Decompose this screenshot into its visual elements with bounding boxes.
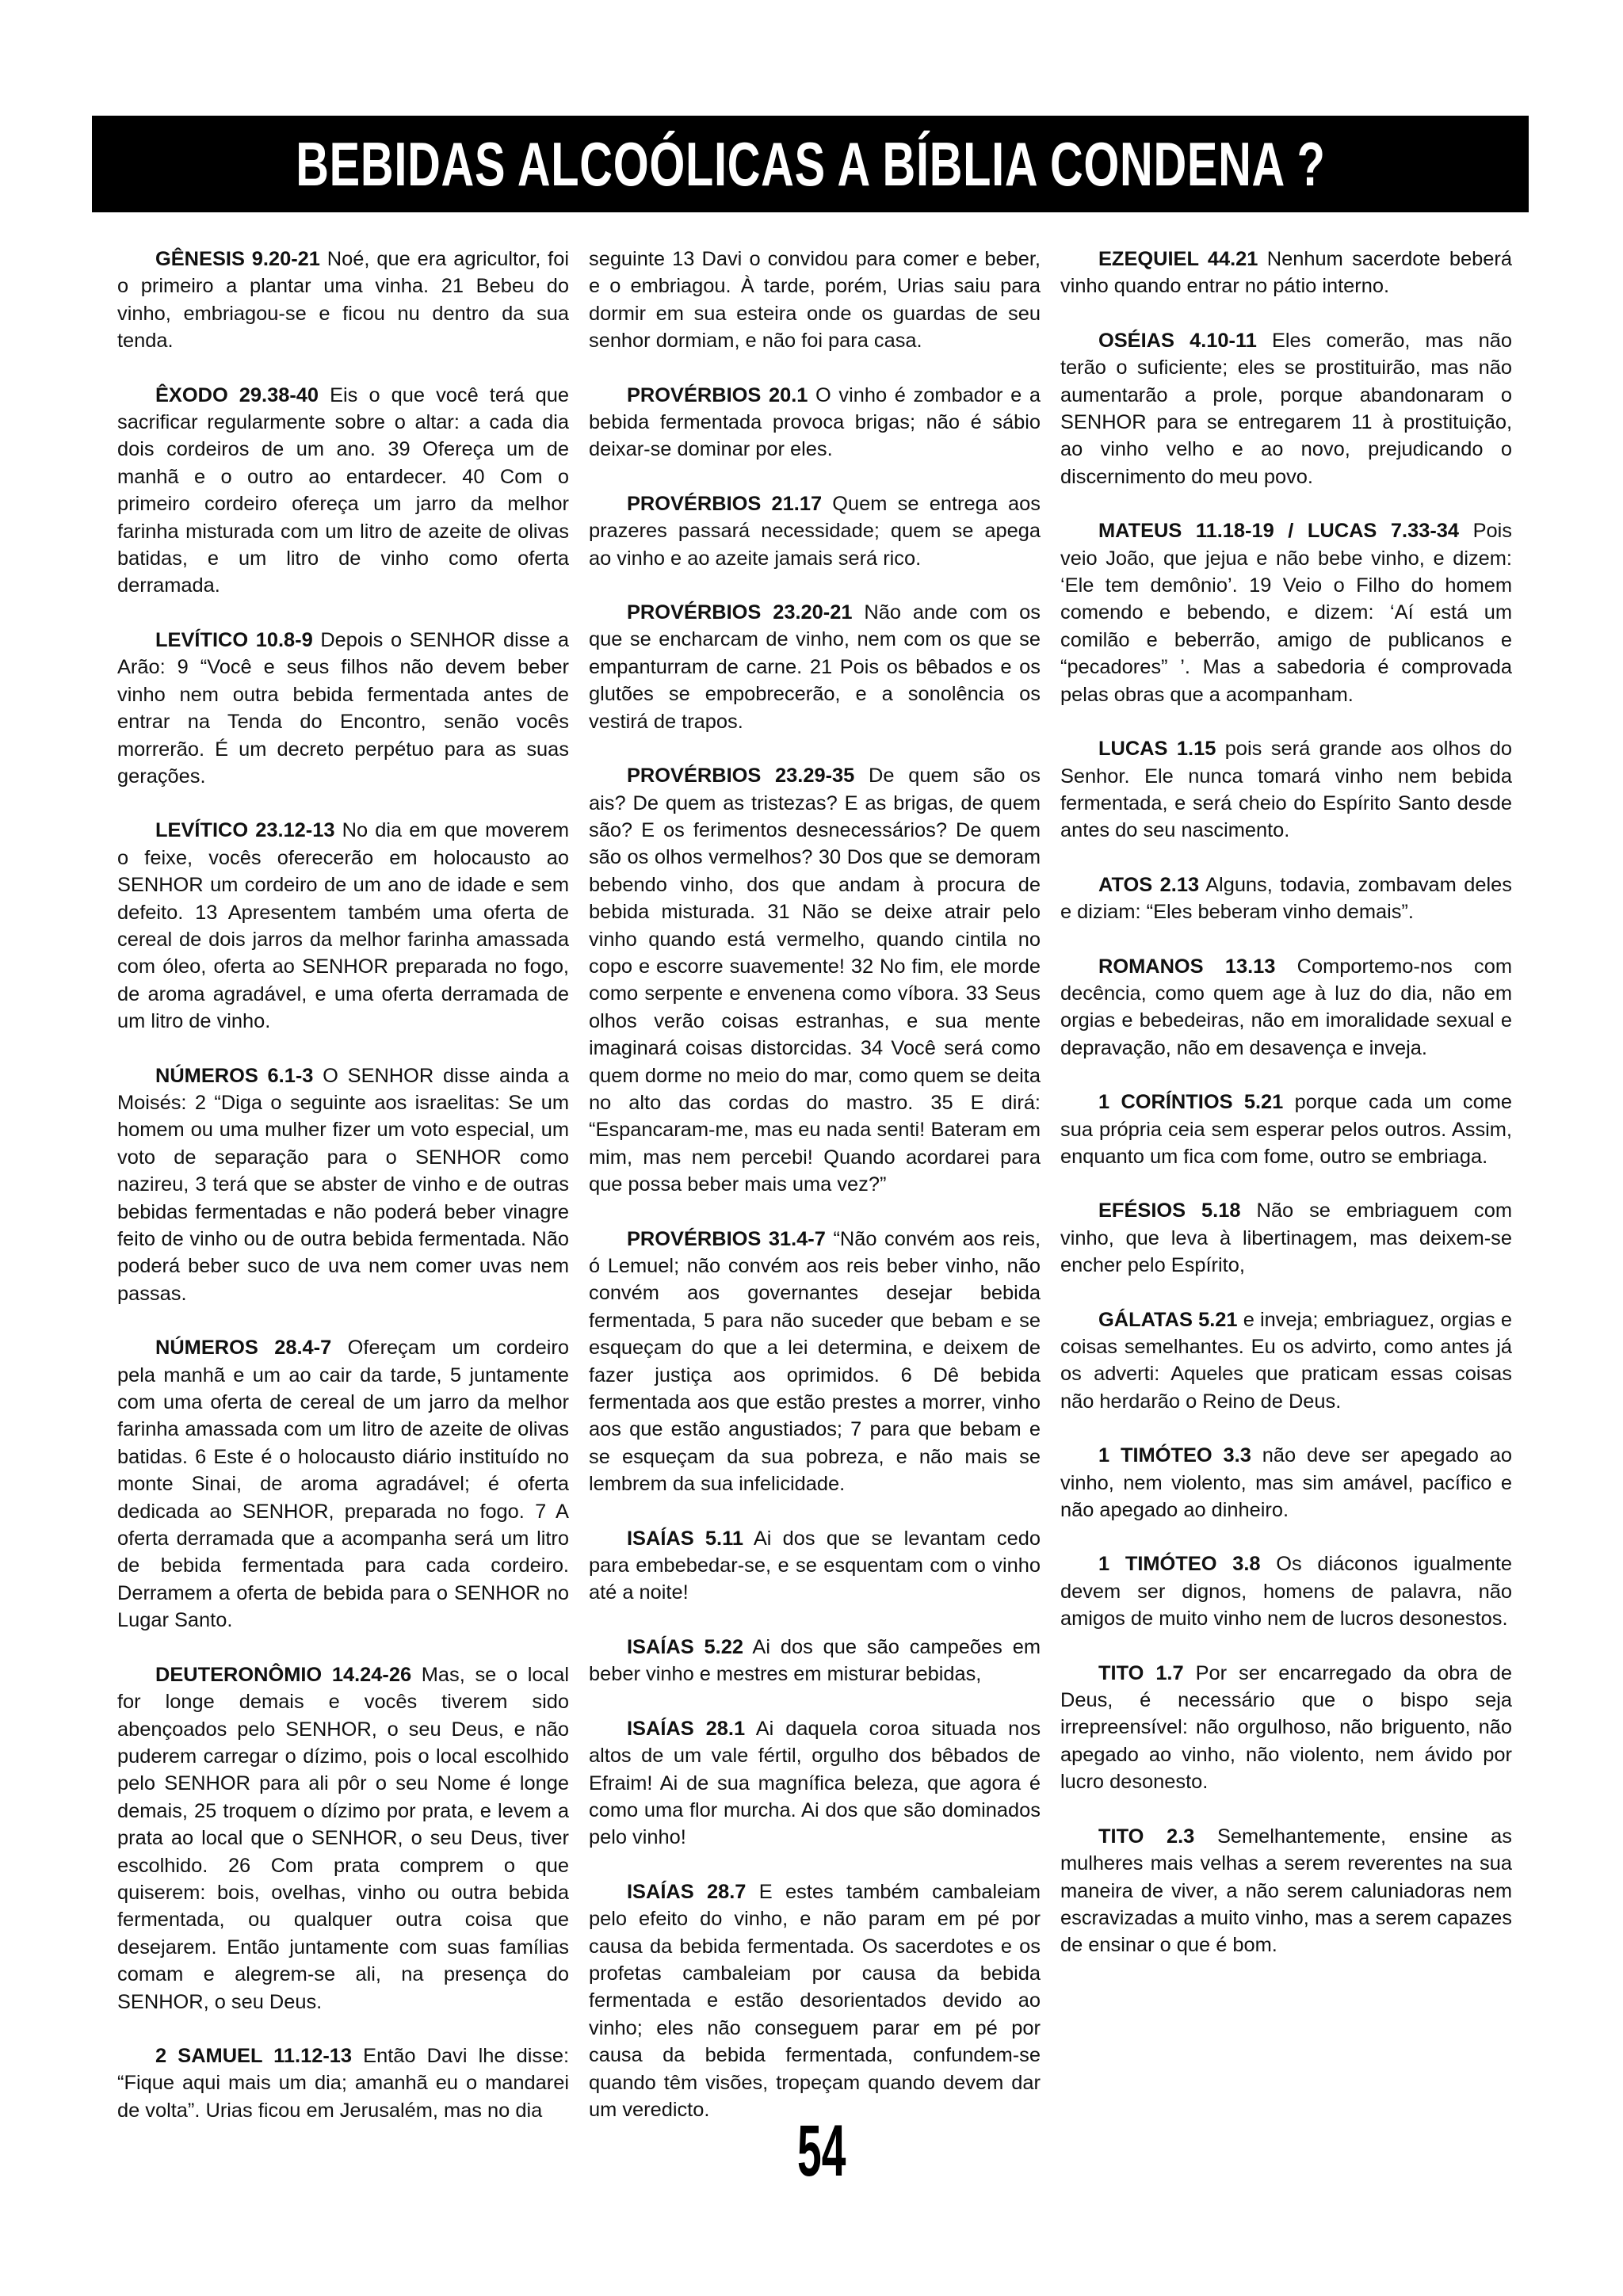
verse-reference: 1 CORÍNTIOS 5.21 (1098, 1091, 1284, 1114)
verse-reference: ÊXODO 29.38-40 (155, 383, 319, 406)
verse-reference: OSÉIAS 4.10-11 (1098, 329, 1257, 352)
verse-entry (117, 382, 569, 600)
verse-reference: GÁLATAS 5.21 (1098, 1308, 1238, 1331)
verse-text: porque cada um come sua própria ceia sem esperar pelos outros. Assim, enquanto um fica com fome, outro se embriaga. (1060, 1091, 1512, 1168)
verse-entry (1060, 246, 1512, 300)
verse-reference: GÊNESIS 9.20-21 (155, 248, 320, 270)
verse-entry (117, 1334, 569, 1634)
verse-entry (1060, 735, 1512, 845)
column-1 (117, 246, 569, 2151)
verse-entry (589, 1525, 1041, 1607)
verse-entry (1060, 871, 1512, 926)
verse-entry (1060, 1823, 1512, 1959)
verse-reference: ISAÍAS 28.7 (627, 1880, 747, 1903)
verse-entry (589, 1634, 1041, 1688)
verse-text: não deve ser apegado ao vinho, nem violento, mas sim amável, pacífico e não apegado ao dinheiro. (1060, 1444, 1512, 1522)
verse-reference: NÚMEROS 28.4-7 (155, 1337, 332, 1360)
verse-text: Ai dos que são campeões em beber vinho e mestres em misturar bebidas, (589, 1635, 1041, 1686)
verse-text: O SENHOR disse ainda a Moisés: 2 “Diga o seguinte aos israelitas: Se um homem ou uma mulher fizer um voto especial, um voto de separação para o SENHOR como nazireu, 3 terá que se abster de vinho e de outras bebidas fermentadas e não poderá beber vinagre feito de vinho ou de outra bebida fermentada. Não poderá beber suco de uva nem comer uvas nem passas. (117, 1064, 570, 1305)
verse-entry (589, 762, 1041, 1199)
verse-entry (589, 1715, 1041, 1852)
verse-reference: ISAÍAS 5.22 (627, 1635, 743, 1658)
verse-text: Ai daquela coroa situada nos altos de um vale fértil, orgulho dos bêbados de Efraim! Ai de sua magnífica beleza, que agora é como uma flor murcha. Ai dos que são dominados pelo vinho! (589, 1717, 1041, 1849)
verse-reference: PROVÉRBIOS 20.1 (627, 383, 808, 406)
verse-text: Então Davi lhe disse: “Fique aqui mais um dia; amanhã eu o mandarei de volta”. Urias ficou em Jerusalém, mas no dia (117, 2044, 569, 2122)
verse-reference: ROMANOS 13.13 (1098, 955, 1276, 978)
verse-reference: TITO 2.3 (1098, 1825, 1195, 1848)
verse-text: pois será grande aos olhos do Senhor. Ele nunca tomará vinho nem bebida fermentada, e será cheio do Espírito Santo desde antes do seu nascimento. (1060, 738, 1512, 842)
verse-entry (1060, 1197, 1512, 1279)
verse-text: “Não convém aos reis, ó Lemuel; não convém aos reis beber vinho, não convém aos governantes desejar bebida fermentada, 5 para não suceder que bebam e se esqueçam do que a lei determina, e deixem de fazer justiça aos oprimidos. 6 Dê bebida fermentada aos que estão prestes a morrer, vinho aos que estão angustiados; 7 para que bebam e se esqueçam da sua pobreza, e não mais se lembrem da sua infelicidade. (589, 1227, 1041, 1496)
verse-entry (589, 1878, 1041, 2124)
verse-text: Alguns, todavia, zombavam deles e diziam: “Eles beberam vinho demais”. (1060, 873, 1512, 924)
verse-reference: DEUTERONÔMIO 14.24-26 (155, 1663, 412, 1686)
verse-text: E estes também cambaleiam pelo efeito do vinho, e não param em pé por causa da bebida fermentada. Os sacerdotes e os profetas cambaleiam por causa da bebida fermentada e estão desorientados devido ao vinho; eles não conseguem parar em pé por causa da bebida fermentada, confundem-se quando têm visões, tropeçam quando devem dar um veredicto. (589, 1880, 1041, 2121)
verse-text: Ai dos que se levantam cedo para embebedar-se, e se esquentam com o vinho até a noite! (589, 1527, 1041, 1604)
verse-text: Depois o SENHOR disse a Arão: 9 “Você e seus filhos não devem beber vinho nem outra bebida fermentada antes de entrar na Tenda do Encontro, senão vocês morrerão. É um decreto perpétuo para as suas gerações. (117, 628, 569, 788)
verse-text: Eles comerão, mas não terão o suficiente; eles se prostituirão, mas não aumentarão a prole, porque abandonaram o SENHOR para se entregarem 11 à prostituição, ao vinho velho e ao novo, prejudicando o discernimento do meu povo. (1060, 329, 1513, 488)
verse-entry (117, 2042, 569, 2124)
verse-entry (1060, 1660, 1512, 1796)
column-2 (589, 246, 1041, 2150)
verse-text: No dia em que moverem o feixe, vocês oferecerão em holocausto ao SENHOR um cordeiro de um ano de idade e sem defeito. 13 Apresentem também uma oferta de cereal de dois jarros da melhor farinha amassada com óleo, oferta ao SENHOR preparada no fogo, de aroma agradável, e uma oferta derramada de um litro de vinho. (117, 819, 569, 1033)
verse-entry (117, 1661, 569, 2016)
verse-text: Ofereçam um cordeiro pela manhã e um ao cair da tarde, 5 juntamente com uma oferta de cereal de um jarro da melhor farinha amassada com um litro de azeite de olivas batidas. 6 Este é o holocausto diário instituído no monte Sinai, de aroma agradável; é oferta dedicada ao SENHOR, preparada no fogo. 7 A oferta derramada que a acompanha será um litro de bebida fermentada para cada cordeiro. Derramem a oferta de bebida para o SENHOR no Lugar Santo. (117, 1337, 570, 1632)
verse-reference: 1 TIMÓTEO 3.8 (1098, 1553, 1261, 1576)
verse-reference: 1 TIMÓTEO 3.3 (1098, 1444, 1251, 1467)
verse-entry (117, 817, 569, 1035)
title-banner (92, 116, 1529, 212)
verse-text: Eis o que você terá que sacrificar regularmente sobre o altar: a cada dia dois cordeiros de um ano. 39 Ofereça um de manhã e o outro ao entardecer. 40 Com o primeiro cordeiro ofereça um jarro da melhor farinha misturada com um litro de azeite de olivas batidas, e um litro de vinho como oferta derramada. (117, 383, 569, 597)
verse-reference: PROVÉRBIOS 31.4-7 (627, 1227, 826, 1250)
verse-entry (589, 599, 1041, 735)
verse-entry (589, 382, 1041, 463)
verse-entry (589, 246, 1041, 355)
verse-reference: LEVÍTICO 23.12-13 (155, 819, 335, 842)
verse-reference: ATOS 2.13 (1098, 873, 1200, 896)
verse-text: Pois veio João, que jejua e não bebe vinho, e dizem: ‘Ele tem demônio’. 19 Veio o Filho do homem comendo e bebendo, e dizem: ‘Aí está um comilão e beberrão, amigo de publicanos e “pecadores” ’. Mas a sabedoria é comprovada pelas obras que a acompanham. (1060, 520, 1512, 706)
verse-reference: LUCAS 1.15 (1098, 738, 1216, 761)
verse-reference: PROVÉRBIOS 23.20-21 (627, 601, 853, 624)
verse-text: seguinte 13 Davi o convidou para comer e beber, e o embriagou. À tarde, porém, Urias saiu para dormir em sua esteira onde os guardas de seu senhor dormiam, e não foi para casa. (589, 248, 1041, 353)
page-title: BEBIDAS ALCOÓLICAS A BÍBLIA CONDENA ? (295, 128, 1326, 199)
verse-text: Mas, se o local for longe demais e vocês tiverem sido abençoados pelo SENHOR, o seu Deus, e não puderem carregar o dízimo, pois o local escolhido pelo SENHOR para ali pôr o seu Nome é longe demais, 25 troquem o dízimo por prata, e levem a prata ao local que o SENHOR, o seu Deus, tiver escolhido. 26 Com prata comprem o que quiserem: bois, ovelhas, vinho ou outra bebida fermentada, ou qualquer outra coisa que desejarem. Então juntamente com suas famílias comam e alegrem-se ali, na presença do SENHOR, o seu Deus. (117, 1663, 569, 2013)
page-number: 54 (797, 2111, 846, 2191)
verse-entry (117, 246, 569, 355)
verse-entry (1060, 1089, 1512, 1170)
verse-entry (1060, 1550, 1512, 1632)
verse-reference: PROVÉRBIOS 23.29-35 (627, 765, 855, 788)
verse-text: Semelhantemente, ensine as mulheres mais velhas a serem reverentes na sua maneira de viver, a não serem caluniadoras nem escravizadas a muito vinho, mas a serem capazes de ensinar o que é bom. (1060, 1825, 1513, 1957)
verse-text: O vinho é zombador e a bebida fermentada provoca brigas; não é sábio deixar-se dominar por eles. (589, 383, 1041, 461)
verse-reference: EZEQUIEL 44.21 (1098, 248, 1258, 270)
verse-reference: 2 SAMUEL 11.12-13 (155, 2044, 353, 2067)
verse-entry (117, 627, 569, 790)
verse-reference: MATEUS 11.18-19 / LUCAS 7.33-34 (1098, 520, 1460, 543)
verse-reference: ISAÍAS 28.1 (627, 1717, 746, 1740)
verse-entry (1060, 517, 1512, 708)
verse-entry (1060, 1442, 1512, 1524)
verse-text: Por ser encarregado da obra de Deus, é necessário que o bispo seja irrepreensível: não orgulhoso, não briguento, não apegado ao vinho, não violento, nem ávido por lucro desonesto. (1060, 1661, 1512, 1794)
verse-text: Os diáconos igualmente devem ser dignos, homens de palavra, não amigos de muito vinho nem de lucros desonestos. (1060, 1553, 1512, 1630)
verse-entry (117, 1062, 569, 1308)
verse-text: Comportemo-nos com decência, como quem age à luz do dia, não em orgias e bebedeiras, não em imoralidade sexual e depravação, não em desavença e inveja. (1060, 955, 1512, 1059)
verse-reference: LEVÍTICO 10.8-9 (155, 628, 313, 651)
verse-entry (1060, 1306, 1512, 1416)
verse-entry (589, 1226, 1041, 1498)
verse-reference: PROVÉRBIOS 21.17 (627, 492, 823, 515)
verse-reference: TITO 1.7 (1098, 1661, 1184, 1684)
verse-text: Nenhum sacerdote beberá vinho quando entrar no pátio interno. (1060, 248, 1512, 298)
verse-text: Noé, que era agricultor, foi o primeiro a plantar uma vinha. 21 Bebeu do vinho, embriagou-se e ficou nu dentro da sua tenda. (117, 248, 569, 353)
verse-entry (589, 490, 1041, 572)
verse-reference: EFÉSIOS 5.18 (1098, 1199, 1241, 1222)
verse-text: e inveja; embriaguez, orgias e coisas semelhantes. Eu os advirto, como antes já os adverti: Aqueles que praticam essas coisas não herdarão o Reino de Deus. (1060, 1308, 1512, 1413)
verse-text: Não ande com os que se encharcam de vinho, nem com os que se empanturram de carne. 21 Pois os bêbados e os glutões se empobrecerão, e a sonolência os vestirá de trapos. (589, 601, 1041, 733)
verse-text: Quem se entrega aos prazeres passará necessidade; quem se apega ao vinho e ao azeite jamais será rico. (589, 492, 1041, 570)
verse-entry (1060, 953, 1512, 1062)
verse-reference: NÚMEROS 6.1-3 (155, 1064, 314, 1087)
verse-text: De quem são os ais? De quem as tristezas? E as brigas, de quem são? E os ferimentos desnecessários? De quem são os olhos vermelhos? 30 Dos que se demoram bebendo vinho, dos que andam à procura de bebida misturada. 31 Não se deixe atrair pelo vinho quando está vermelho, quando cintila no copo e escorre suavemente! 32 No fim, ele morde como serpente e envenena como víbora. 33 Seus olhos verão coisas estranhas, e sua mente imaginará coisas distorcidas. 34 Você será como quem dorme no meio do mar, como quem se deita no alto das cordas do mastro. 35 E dirá: “Espancaram-me, mas eu nada senti! Bateram em mim, mas nem percebi! Quando acordarei para que possa beber mais uma vez?” (589, 765, 1041, 1196)
column-3 (1060, 246, 1512, 1986)
verse-reference: ISAÍAS 5.11 (627, 1527, 743, 1550)
verse-text: Não se embriaguem com vinho, que leva à libertinagem, mas deixem-se encher pelo Espírito, (1060, 1199, 1512, 1277)
verse-entry (1060, 327, 1512, 490)
